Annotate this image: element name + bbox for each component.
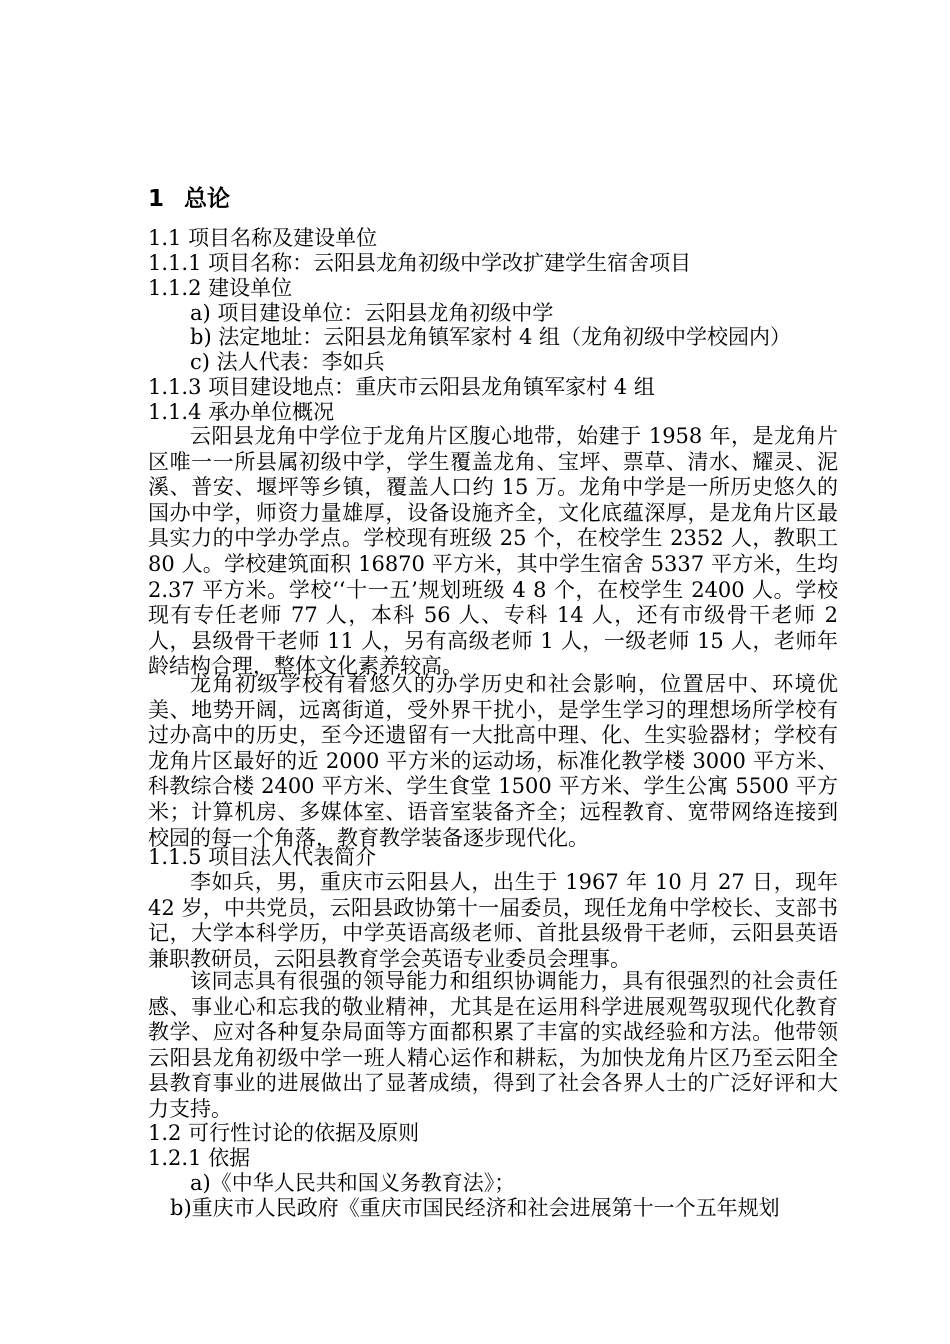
paragraph-representative-ability: 该同志具有很强的领导能力和组织协调能力，具有很强烈的社会责任感、事业心和忘我的敬业精神，尤其是在运用科学进展观驾驭现代化教育教学、应对各种复杂局面等方面都积累了丰富的实战经验和方法。他带领云阳县龙角初级中学一班人精心运作和耕耘，为加快龙角片区乃至云阳全县教育事业的进展做出了显著成绩，得到了社会各界人士的广泛好评和大力支持。 [148, 969, 838, 1121]
paragraph-school-overview: 云阳县龙角中学位于龙角片区腹心地带，始建于 1958 年，是龙角片区唯一一所县属初级中学，学生覆盖龙角、宝坪、票草、清水、耀灵、泥溪、普安、堰坪等乡镇，覆盖人口约 15 万。龙角中学是一所历史悠久的国办中学，师资力量雄厚，设备设施齐全，文化底蕴深厚，是龙角片区最具实力的中学办学点。学校现有班级 25 个，在校学生 2352 人，教职工 80 人。学校建筑面积 16870 平方米，其中学生宿舍 5337 平方米，生均 2.37 平方米。学校‘‘十一五’规划班级 4 8 个，在校学生 2400 人。学校现有专任老师 77 人，本科 56 人、专科 14 人，还有市级骨干老师 2 人，县级骨干老师 11 人，另有高级老师 1 人，一级老师 15 人，老师年龄结构合理，整体文化素养较高。 [148, 424, 838, 679]
chapter-heading [148, 183, 230, 215]
section-1-1-3-heading: 1.1.3 项目建设地点：重庆市云阳县龙角镇军家村 4 组 [148, 375, 655, 399]
section-1-2-heading: 1.2 可行性讨论的依据及原则 [148, 1121, 420, 1145]
section-1-1-5-heading: 1.1.5 项目法人代表简介 [148, 845, 377, 869]
list-item-a: a) 项目建设单位：云阳县龙角初级中学 [190, 301, 554, 325]
paragraph-representative-bio: 李如兵，男，重庆市云阳县人，出生于 1967 年 10 月 27 日，现年 42 岁，中共党员，云阳县政协第十一届委员，现任龙角中学校长、支部书记，大学本科学历，中学英语高级老师、首批县级骨干老师，云阳县英语兼职教研员，云阳县教育学会英语专业委员会理事。 [148, 870, 838, 971]
chapter-number: 1 [148, 186, 165, 212]
basis-item-a: a)《中华人民共和国义务教育法》； [190, 1171, 516, 1195]
section-1-1-4-heading: 1.1.4 承办单位概况 [148, 400, 335, 424]
section-1-1-heading: 1.1 项目名称及建设单位 [148, 226, 378, 250]
list-item-b: b) 法定地址：云阳县龙角镇军家村 4 组（龙角初级中学校园内） [190, 325, 792, 349]
basis-item-b: b)重庆市人民政府《重庆市国民经济和社会进展第十一个五年规划 [170, 1196, 780, 1220]
paragraph-school-history: 龙角初级学校有着悠久的办学历史和社会影响，位置居中、环境优美、地势开阔，远离街道，受外界干扰小，是学生学习的理想场所学校有过办高中的历史，至今还遗留有一大批高中理、化、生实验器材；学校有龙角片区最好的近 2000 平方米的运动场，标准化教学楼 3000 平方米、科教综合楼 2400 平方米、学生食堂 1500 平方米、学生公寓 5500 平方米；计算机房、多媒体室、语音室装备齐全；远程教育、宽带网络连接到校园的每一个角落，教育教学装备逐步现代化。 [148, 672, 838, 850]
list-item-c: c) 法人代表：李如兵 [190, 350, 385, 374]
section-1-1-1-heading: 1.1.1 项目名称：云阳县龙角初级中学改扩建学生宿舍项目 [148, 251, 692, 275]
section-1-2-1-heading: 1.2.1 依据 [148, 1146, 251, 1170]
section-1-1-2-heading: 1.1.2 建设单位 [148, 276, 293, 300]
chapter-title: 总论 [184, 186, 230, 212]
